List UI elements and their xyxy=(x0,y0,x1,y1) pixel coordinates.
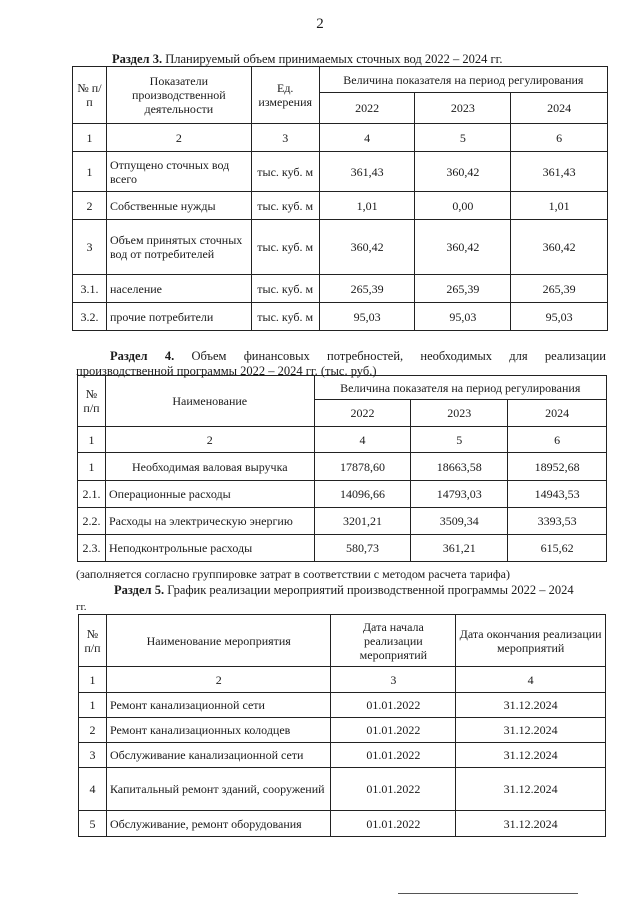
section4-title: Объем финансовых потребностей, необходимых для реализации производственной программы 2022 – 2024 гг. (тыс. руб.) xyxy=(76,349,606,378)
section3-table xyxy=(72,66,608,331)
row-num: 5 xyxy=(79,811,107,837)
header-year: 2022 xyxy=(314,400,411,427)
section5-title: График реализации мероприятий производственной программы 2022 – 2024 xyxy=(164,583,574,597)
row-name: Ремонт канализационной сети xyxy=(106,693,331,718)
row-value: 3201,21 xyxy=(314,508,411,535)
row-num: 2.1. xyxy=(78,481,106,508)
row-unit: тыс. куб. м xyxy=(251,152,319,192)
index-cell: 1 xyxy=(78,427,106,453)
row-value: 95,03 xyxy=(511,303,608,331)
table-row xyxy=(73,275,608,303)
index-cell: 3 xyxy=(331,667,456,693)
row-num: 2 xyxy=(73,192,107,220)
row-end: 31.12.2024 xyxy=(456,743,606,768)
row-name: Капитальный ремонт зданий, сооружений xyxy=(106,768,331,811)
row-num: 3.1. xyxy=(73,275,107,303)
table-row xyxy=(79,693,606,718)
section5-title-tail: гг. xyxy=(76,601,87,613)
row-start: 01.01.2022 xyxy=(331,743,456,768)
row-value: 580,73 xyxy=(314,535,411,562)
header-num: № п/п xyxy=(78,376,106,427)
row-end: 31.12.2024 xyxy=(456,693,606,718)
index-cell: 2 xyxy=(105,427,314,453)
row-value: 0,00 xyxy=(415,192,511,220)
row-value: 361,43 xyxy=(319,152,415,192)
row-start: 01.01.2022 xyxy=(331,768,456,811)
index-cell: 5 xyxy=(415,124,511,152)
table-row xyxy=(73,192,608,220)
row-name: Необходимая валовая выручка xyxy=(105,453,314,481)
row-value: 265,39 xyxy=(511,275,608,303)
row-num: 1 xyxy=(79,693,107,718)
header-year: 2022 xyxy=(319,93,415,124)
row-value: 95,03 xyxy=(319,303,415,331)
header-indicator: Показатели производственной деятельности xyxy=(106,67,251,124)
table-row xyxy=(79,718,606,743)
section5-label: Раздел 5. xyxy=(114,583,165,597)
row-value: 14943,53 xyxy=(508,481,607,508)
header-name: Наименование xyxy=(105,376,314,427)
index-cell: 6 xyxy=(508,427,607,453)
row-value: 14793,03 xyxy=(411,481,508,508)
section4-note: (заполняется согласно группировке затрат в соответствии с методом расчета тарифа) xyxy=(76,567,510,581)
row-start: 01.01.2022 xyxy=(331,718,456,743)
row-value: 95,03 xyxy=(415,303,511,331)
row-name: Расходы на электрическую энергию xyxy=(105,508,314,535)
row-end: 31.12.2024 xyxy=(456,718,606,743)
header-value-group: Величина показателя на период регулирования xyxy=(319,67,607,93)
table-row xyxy=(78,481,607,508)
index-cell: 4 xyxy=(319,124,415,152)
footer-rule xyxy=(398,893,578,894)
row-value: 265,39 xyxy=(319,275,415,303)
index-cell: 3 xyxy=(251,124,319,152)
header-unit: Ед. измерения xyxy=(251,67,319,124)
section4-label: Раздел 4. xyxy=(110,349,175,363)
row-value: 18952,68 xyxy=(508,453,607,481)
table-row xyxy=(79,768,606,811)
row-num: 2.2. xyxy=(78,508,106,535)
row-value: 14096,66 xyxy=(314,481,411,508)
row-name: Отпущено сточных вод всего xyxy=(106,152,251,192)
index-cell: 4 xyxy=(314,427,411,453)
row-num: 4 xyxy=(79,768,107,811)
row-name: Объем принятых сточных вод от потребителей xyxy=(106,220,251,275)
row-name: Неподконтрольные расходы xyxy=(105,535,314,562)
header-num: № п/п xyxy=(79,615,107,667)
index-cell: 6 xyxy=(511,124,608,152)
row-name: население xyxy=(106,275,251,303)
row-unit: тыс. куб. м xyxy=(251,303,319,331)
index-cell: 1 xyxy=(79,667,107,693)
row-name: Обслуживание, ремонт оборудования xyxy=(106,811,331,837)
row-value: 3509,34 xyxy=(411,508,508,535)
header-num: № п/п xyxy=(73,67,107,124)
table-row xyxy=(78,508,607,535)
row-value: 361,43 xyxy=(511,152,608,192)
row-name: прочие потребители xyxy=(106,303,251,331)
row-end: 31.12.2024 xyxy=(456,811,606,837)
row-value: 360,42 xyxy=(415,220,511,275)
header-value-group: Величина показателя на период регулирования xyxy=(314,376,606,400)
row-name: Собственные нужды xyxy=(106,192,251,220)
row-value: 265,39 xyxy=(415,275,511,303)
row-value: 1,01 xyxy=(319,192,415,220)
header-end: Дата окончания реализации мероприятий xyxy=(456,615,606,667)
section4-table xyxy=(77,375,607,562)
index-cell: 5 xyxy=(411,427,508,453)
page-number: 2 xyxy=(316,16,324,32)
row-value: 3393,53 xyxy=(508,508,607,535)
index-cell: 2 xyxy=(106,124,251,152)
row-value: 360,42 xyxy=(319,220,415,275)
section5-heading xyxy=(114,583,614,598)
table-row xyxy=(78,453,607,481)
row-num: 3.2. xyxy=(73,303,107,331)
header-year: 2024 xyxy=(511,93,608,124)
index-cell: 2 xyxy=(106,667,331,693)
row-num: 2 xyxy=(79,718,107,743)
row-unit: тыс. куб. м xyxy=(251,192,319,220)
table-row xyxy=(73,303,608,331)
table-row xyxy=(73,220,608,275)
row-num: 2.3. xyxy=(78,535,106,562)
row-start: 01.01.2022 xyxy=(331,811,456,837)
header-year: 2023 xyxy=(415,93,511,124)
row-value: 615,62 xyxy=(508,535,607,562)
row-num: 3 xyxy=(73,220,107,275)
row-num: 1 xyxy=(73,152,107,192)
row-end: 31.12.2024 xyxy=(456,768,606,811)
row-value: 360,42 xyxy=(415,152,511,192)
section3-heading xyxy=(112,52,592,67)
row-value: 360,42 xyxy=(511,220,608,275)
row-value: 18663,58 xyxy=(411,453,508,481)
header-year: 2024 xyxy=(508,400,607,427)
row-unit: тыс. куб. м xyxy=(251,275,319,303)
row-unit: тыс. куб. м xyxy=(251,220,319,275)
row-value: 1,01 xyxy=(511,192,608,220)
row-name: Ремонт канализационных колодцев xyxy=(106,718,331,743)
row-start: 01.01.2022 xyxy=(331,693,456,718)
section3-title: Планируемый объем принимаемых сточных вод 2022 – 2024 гг. xyxy=(162,52,503,66)
table-row xyxy=(79,743,606,768)
section5-table xyxy=(78,614,606,837)
table-row xyxy=(78,535,607,562)
row-value: 361,21 xyxy=(411,535,508,562)
row-name: Операционные расходы xyxy=(105,481,314,508)
index-cell: 1 xyxy=(73,124,107,152)
table-row xyxy=(73,152,608,192)
index-cell: 4 xyxy=(456,667,606,693)
header-start: Дата начала реализации мероприятий xyxy=(331,615,456,667)
table-row xyxy=(79,811,606,837)
row-num: 1 xyxy=(78,453,106,481)
row-name: Обслуживание канализационной сети xyxy=(106,743,331,768)
header-year: 2023 xyxy=(411,400,508,427)
row-value: 17878,60 xyxy=(314,453,411,481)
row-num: 3 xyxy=(79,743,107,768)
section3-label: Раздел 3. xyxy=(112,52,163,66)
header-name: Наименование мероприятия xyxy=(106,615,331,667)
